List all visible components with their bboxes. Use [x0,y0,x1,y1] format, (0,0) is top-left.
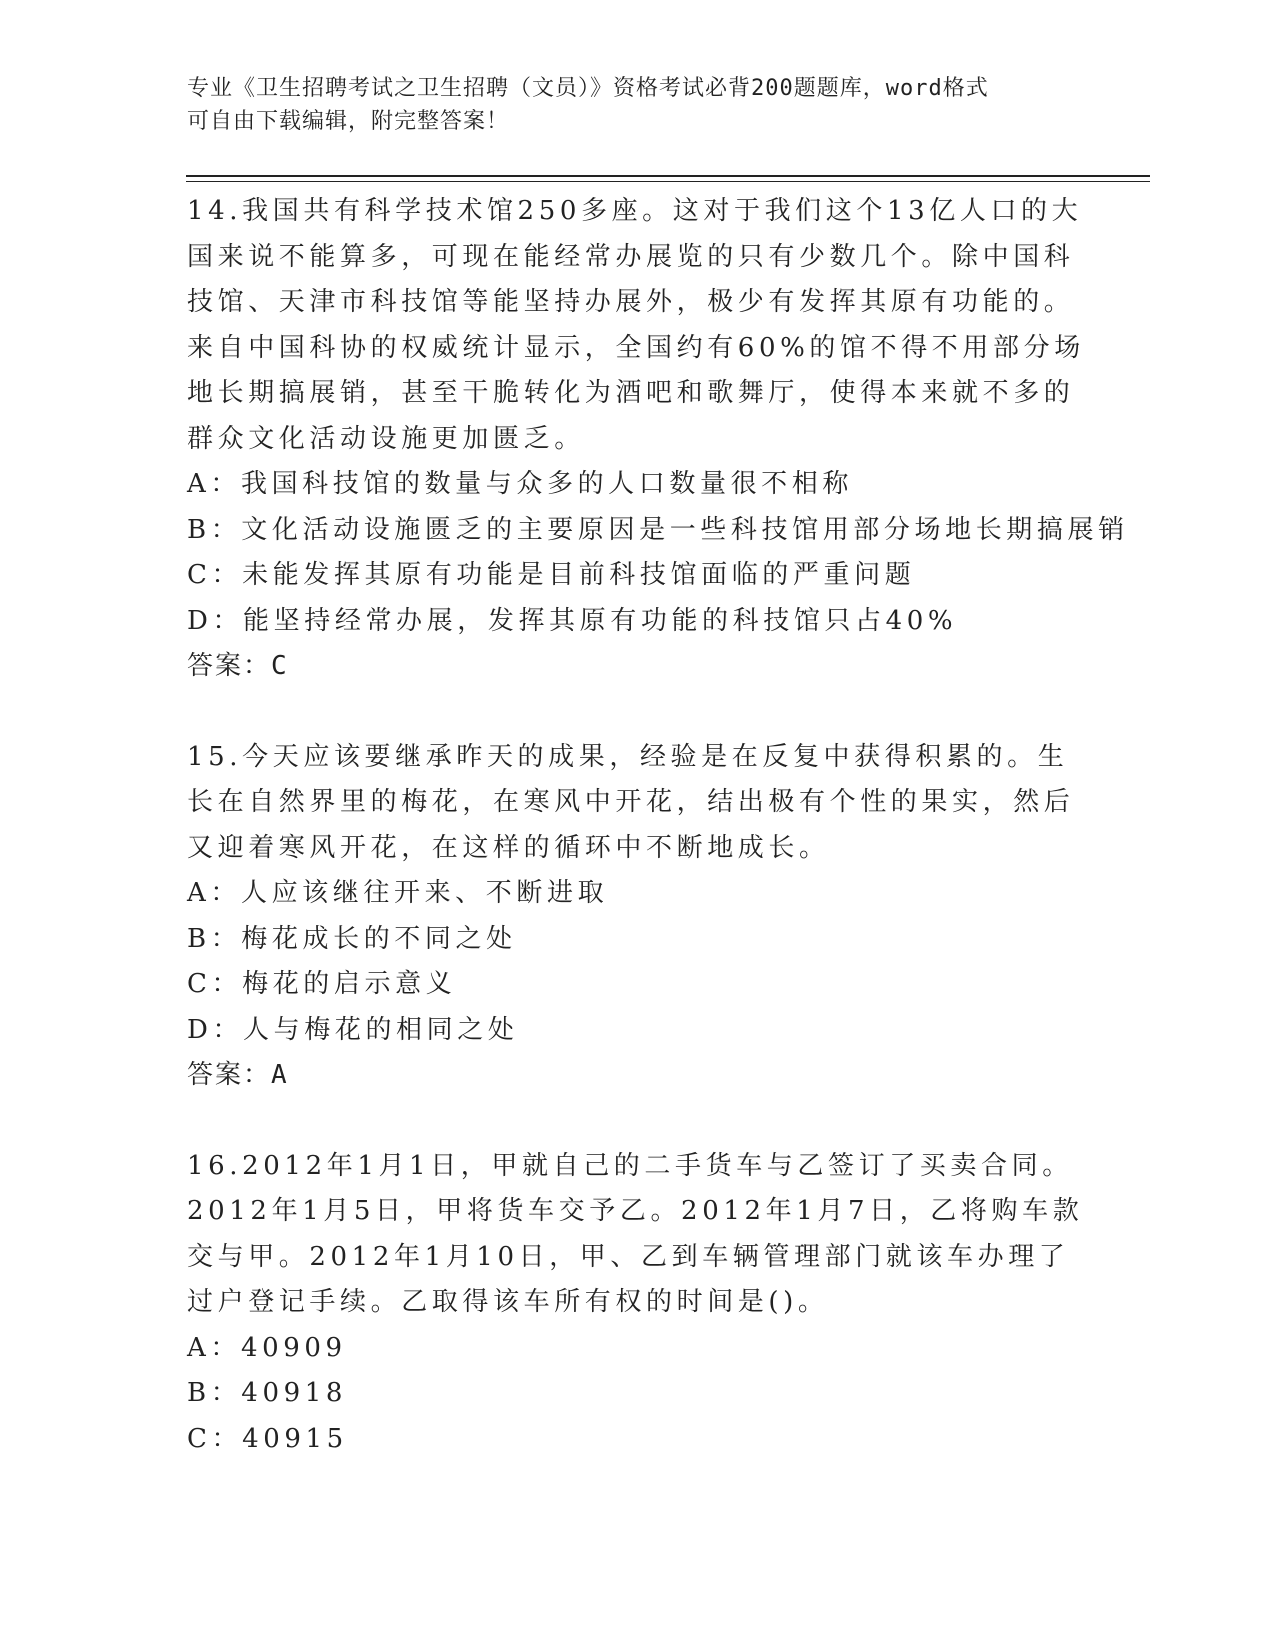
header-line-2: 可自由下载编辑，附完整答案！ [187,109,510,134]
question-spacer [187,1099,1087,1144]
question-spacer [187,690,1087,735]
option-d: D：人与梅花的相同之处 [187,1014,519,1045]
option-c: C：梅花的启示意义 [187,969,457,999]
answer-line: 答案：A [187,1060,289,1090]
header-divider-thick [186,175,1150,177]
question-stem: 14.我国共有科学技术馆250多座。这对于我们这个13亿人口的大国来说不能算多，可现在能经常办展览的只有少数几个。除中国科技馆、天津市科技馆等能坚持办展外，极少有发挥其原有功能的。来自中国科协的权威统计显示，全国约有60%的馆不得不用部分场地长期搞展销，甚至干脆转化为酒吧和歌舞厅，使得本来就不多的群众文化活动设施更加匮乏。 [187,196,1085,454]
option-b: B：文化活动设施匮乏的主要原因是一些科技馆用部分场地长期搞展销 [187,514,1129,545]
question-list [187,189,1129,1462]
answer-line: 答案：C [187,651,289,681]
header-divider-thin [186,181,1150,182]
question-stem: 16.2012年1月1日，甲就自己的二手货车与乙签订了买卖合同。2012年1月5日，甲将货车交予乙。2012年1月7日，乙将购车款交与甲。2012年1月10日，甲、乙到车辆管理部门就该车办理了过户登记手续。乙取得该车所有权的时间是()。 [187,1150,1084,1317]
question-14 [187,189,1129,690]
question-16 [187,1144,1087,1463]
option-c: C：40915 [187,1423,348,1454]
option-a: A：我国科技馆的数量与众多的人口数量很不相称 [187,469,853,499]
option-b: B：梅花成长的不同之处 [187,923,517,954]
option-a: A：人应该继往开来、不断进取 [187,878,609,908]
option-c: C：未能发挥其原有功能是目前科技馆面临的严重问题 [187,560,916,590]
option-a: A：40909 [187,1332,347,1363]
header-line-1: 专业《卫生招聘考试之卫生招聘（文员）》资格考试必背200题题库，word格式 [187,76,989,101]
question-stem: 15.今天应该要继承昨天的成果，经验是在反复中获得积累的。生长在自然界里的梅花，在寒风中开花，结出极有个性的果实，然后又迎着寒风开花，在这样的循环中不断地成长。 [187,741,1075,863]
document-header [187,72,1067,138]
question-15 [187,735,1087,1099]
option-b: B：40918 [187,1378,348,1408]
option-d: D：能坚持经常办展，发挥其原有功能的科技馆只占40% [187,605,958,636]
